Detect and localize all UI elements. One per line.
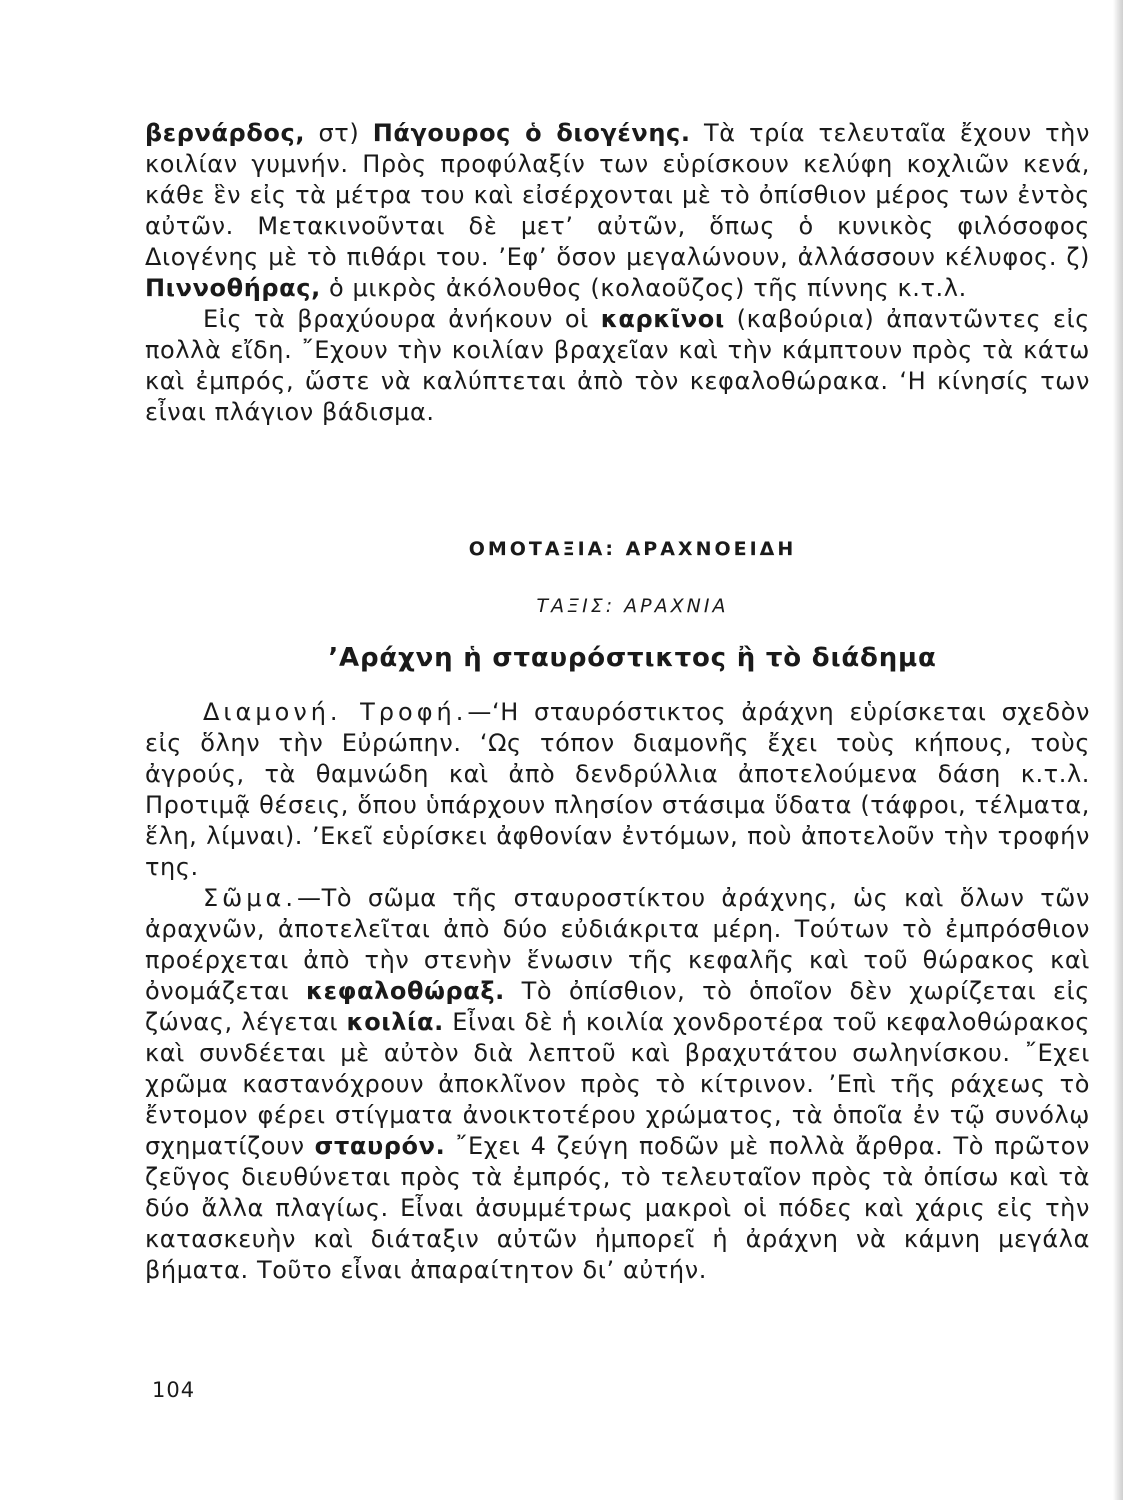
paragraph-text: ὁ μικρὸς ἀκόλουθος (κολαοῦζος) τῆς πίννης κ.τ.λ. <box>320 274 967 302</box>
paragraph-habitat <box>145 697 1090 883</box>
paragraph-text: Τὸ ὀπίσθιον, τὸ ὁποῖον δὲν χωρίζεται εἰς ζώνας, λέγεται <box>145 977 1090 1036</box>
subheading-body: Σῶμα. <box>203 884 297 912</box>
paragraph-text: Εἶναι δὲ ἡ κοιλία χονδροτέρα τοῦ κεφαλοθώρακος καὶ συνδέεται μὲ αὐτὸν διὰ λεπτοῦ καὶ βραχυτάτου σωληνίσκου. ῎Εχει χρῶμα καστανόχρουν ἀποκλῖνον πρὸς τὸ κίτρινον. ’Επὶ τῆς ράχεως τὸ ἔντομον φέρει στίγματα ἀνοικτοτέρου χρώματος, τὰ ὁποῖα ἐν τῷ συνόλῳ σχηματίζουν <box>145 1008 1091 1160</box>
bold-term-kefalothorax: κεφαλοθώραξ. <box>306 977 505 1005</box>
page-number: 104 <box>152 1378 196 1402</box>
bold-term-pinnotheras: Πιννοθήρας, <box>145 274 321 302</box>
bold-term-pagouros: Πάγουρος ὁ διογένης. <box>372 119 691 147</box>
bold-term-stauros: σταυρόν. <box>314 1132 446 1160</box>
paragraph-text: ῎Εχει 4 ζεύγη ποδῶν μὲ πολλὰ ἄρθρα. Τὸ πρῶτον ζεῦγος διευθύνεται πρὸς τὰ ἐμπρός, τὸ τελευταῖον πρὸς τὰ ὀπίσω καὶ τὰ δύο ἄλλα πλαγίως. Εἶναι ἀσυμμέτρως μακροὶ οἱ πόδες καὶ χάρις εἰς τὴν κατασκευὴν καὶ διάταξιν αὐτῶν ἠμπορεῖ ἡ ἀράχνη νὰ κάμνη μεγάλα βήματα. Τοῦτο εἶναι ἀπαραίτητον δι’ αὐτήν. <box>145 1132 1090 1284</box>
bold-term-bernardos: βερνάρδος, <box>145 119 306 147</box>
paragraph-text: —Τὸ σῶμα τῆς σταυροστίκτου ἀράχνης, ὡς καὶ ὅλων τῶν ἀραχνῶν, ἀποτελεῖται ἀπὸ δύο εὐδιάκριτα μέρη. Τούτων τὸ ἐμπρόσθιον προέρχεται ἀπὸ τὴν στενὴν ἕνωσιν τῆς κεφαλῆς καὶ τοῦ θώρακος καὶ ὀνομάζεται <box>145 884 1090 1005</box>
continued-text-section <box>145 118 1090 428</box>
bold-term-karkinoi: καρκῖνοι <box>600 305 725 333</box>
paragraph-body <box>145 883 1090 1286</box>
paragraph-text: —‘Η σταυρόστικτος ἀράχνη εὑρίσκεται σχεδὸν εἰς ὅλην τὴν Εὐρώπην. ‘Ως τόπον διαμονῆς ἔχει τοὺς κήπους, τοὺς ἀγρούς, τὰ θαμνώδη καὶ ἀπὸ δενδρύλλια ἀποτελούμενα δάση κ.τ.λ. Προτιμᾷ θέσεις, ὅπου ὑπάρχουν πλησίον στάσιμα ὕδατα (τάφροι, τέλματα, ἕλη, λίμναι). ’Εκεῖ εὑρίσκει ἀφθονίαν ἐντόμων, ποὺ ἀποτελοῦν τὴν τροφήν της. <box>145 698 1091 881</box>
class-heading: ΟΜΟΤΑΞΙΑ: ΑΡΑΧΝΟΕΙΔΗ <box>468 538 797 560</box>
paragraph-text: Εἰς τὰ βραχύουρα ἀνήκουν οἱ <box>203 305 601 333</box>
paragraph-pagurus <box>145 118 1090 304</box>
paragraph-text: Τὰ τρία τελευταῖα ἔχουν τὴν κοιλίαν γυμνήν. Πρὸς προφύλαξίν των εὑρίσκουν κελύφη κοχλιῶν κενά, κάθε ἓν εἰς τὰ μέτρα του καὶ εἰσέρχονται μὲ τὸ ὀπίσθιον μέρος των ἐντὸς αὐτῶν. Μετακινοῦνται δὲ μετ’ αὐτῶν, ὅπως ὁ κυνικὸς φιλόσοφος Διογένης μὲ τὸ πιθάρι του. ’Εφ’ ὅσον μεγαλώνουν, ἀλλάσσουν κέλυφος. ζ) <box>145 119 1091 271</box>
page-edge-shadow <box>1113 0 1123 1500</box>
paragraph-text: στ) <box>305 119 373 147</box>
subheading-habitat: Διαμονή. Τροφή. <box>203 698 468 726</box>
spider-description-section <box>145 697 1090 1286</box>
paragraph-karkinoi <box>145 304 1090 428</box>
paragraph-text: (καβούρια) ἀπαντῶντες εἰς πολλὰ εἴδη. ῎Εχουν τὴν κοιλίαν βραχεῖαν καὶ τὴν κάμπτουν πρὸς τὰ κάτω καὶ ἐμπρός, ὥστε νὰ καλύπτεται ἀπὸ τὸν κεφαλοθώρακα. ‘Η κίνησίς των εἶναι πλάγιον βάδισμα. <box>145 305 1090 426</box>
section-title: ’Αράχνη ἡ σταυρόστικτος ἢ τὸ διάδημα <box>328 643 937 673</box>
bold-term-koilia: κοιλία. <box>346 1008 444 1036</box>
order-heading: ΤΑΞΙΣ: ΑΡΑΧΝΙΑ <box>536 595 729 617</box>
